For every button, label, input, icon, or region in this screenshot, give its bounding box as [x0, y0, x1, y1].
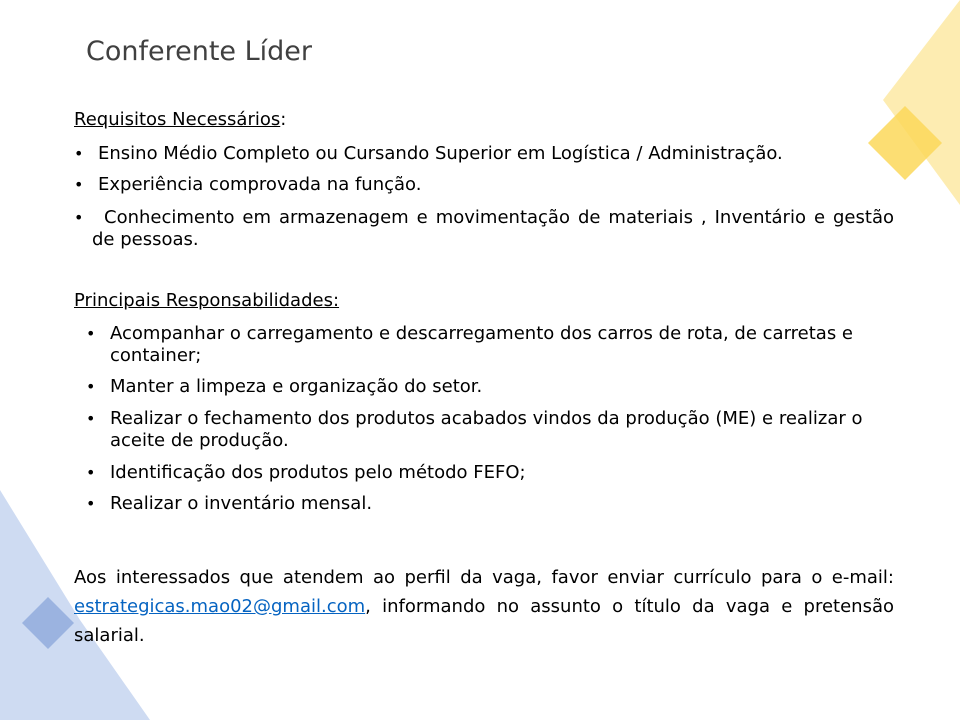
contact-text-before: Aos interessados que atendem ao perfil da vaga, favor enviar currículo para o e-mail:	[74, 567, 894, 588]
list-item	[86, 462, 876, 484]
list-item	[86, 493, 876, 515]
yellow-diamond-large	[883, 0, 960, 205]
bullet-icon: •	[74, 208, 84, 227]
responsabilidade-text: Realizar o inventário mensal.	[110, 493, 373, 514]
list-item	[86, 323, 876, 367]
requisito-text: Experiência comprovada na função.	[98, 174, 422, 195]
bullet-icon: •	[86, 463, 96, 482]
contact-paragraph	[74, 563, 894, 650]
contact-text-after: , informando no assunto o título da vaga e pretensão salarial.	[74, 596, 894, 646]
responsabilidade-text: Realizar o fechamento dos produtos acabados vindos da produção (ME) e realizar o aceite de produção.	[110, 408, 863, 451]
list-item	[74, 174, 894, 196]
requisito-text: Conhecimento em armazenagem e movimentação de materiais , Inventário e gestão de pessoas.	[92, 207, 894, 250]
bullet-icon: •	[86, 377, 96, 396]
bullet-icon: •	[86, 324, 96, 343]
responsabilidades-heading: Principais Responsabilidades:	[74, 290, 340, 311]
requisitos-heading-suffix: :	[280, 109, 287, 130]
responsabilidade-text: Identificação dos produtos pelo método FEFO;	[110, 462, 526, 483]
bullet-icon: •	[74, 175, 84, 194]
responsabilidade-text: Manter a limpeza e organização do setor.	[110, 376, 483, 397]
list-item	[86, 376, 876, 398]
requisitos-heading	[74, 108, 286, 132]
requisitos-heading-text: Requisitos Necessários	[74, 109, 281, 130]
list-item	[74, 207, 894, 251]
bullet-icon: •	[86, 409, 96, 428]
bullet-icon: •	[74, 144, 84, 163]
page-title: Conferente Líder	[86, 36, 313, 67]
list-item	[74, 143, 894, 165]
responsabilidade-text: Acompanhar o carregamento e descarregamento dos carros de rota, de carretas e container;	[110, 323, 853, 366]
requisito-text: Ensino Médio Completo ou Cursando Superior em Logística / Administração.	[98, 143, 783, 164]
list-item	[86, 408, 876, 452]
email-link[interactable]: estrategicas.mao02@gmail.com	[74, 596, 366, 617]
bullet-icon: •	[86, 494, 96, 513]
